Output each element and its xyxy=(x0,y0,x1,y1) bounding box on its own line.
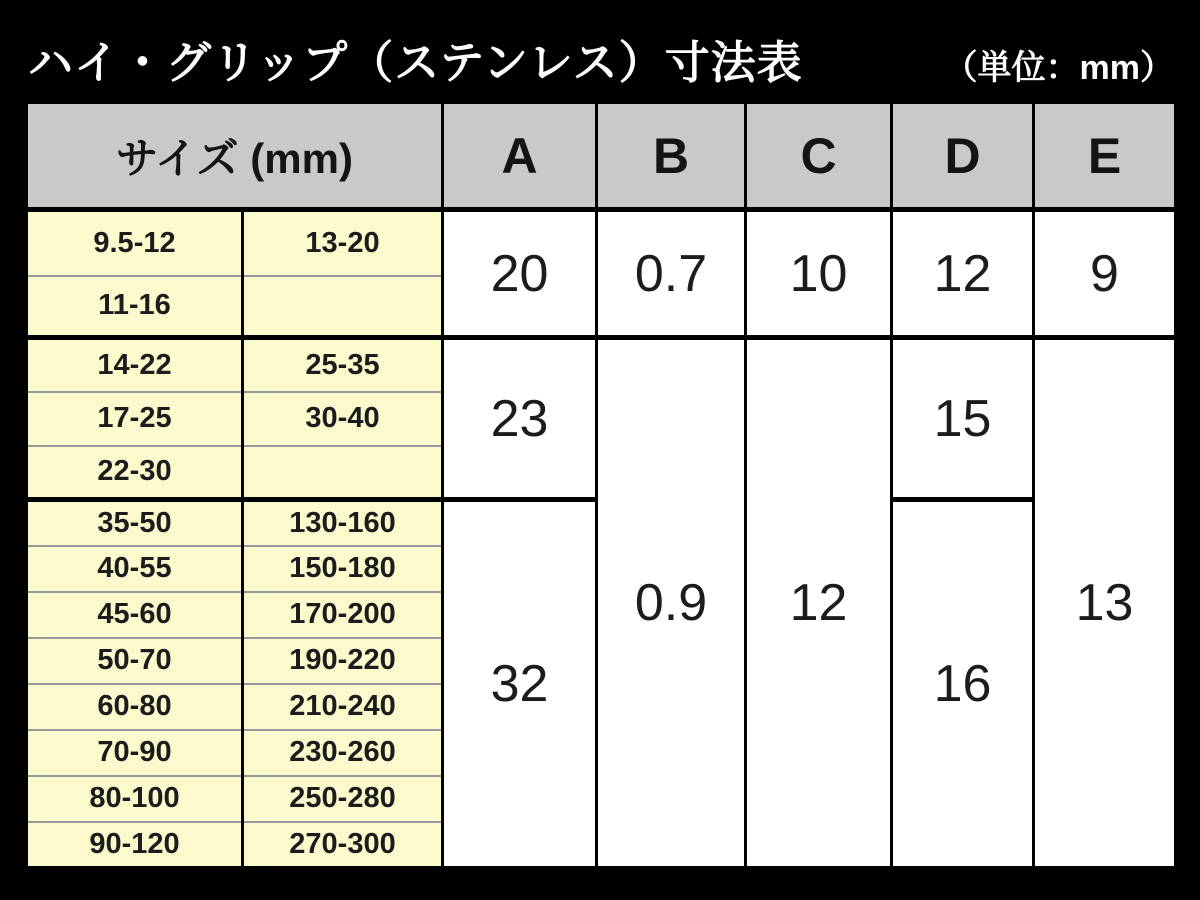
value-c-group2-3: 12 xyxy=(746,338,892,868)
dimension-table xyxy=(25,101,1177,869)
size-cell: 14-22 xyxy=(27,338,243,392)
header-col-d: D xyxy=(892,103,1034,210)
size-cell: 17-25 xyxy=(27,392,243,446)
value-c-group1: 10 xyxy=(746,210,892,338)
title-bar xyxy=(0,0,1200,101)
size-cell: 130-160 xyxy=(243,500,443,546)
size-cell: 210-240 xyxy=(243,684,443,730)
header-col-a: A xyxy=(443,103,597,210)
header-size: サイズ (mm) xyxy=(27,103,443,210)
size-cell xyxy=(243,276,443,338)
size-cell: 250-280 xyxy=(243,776,443,822)
unit-note: （単位：mm） xyxy=(943,49,1174,87)
size-cell: 270-300 xyxy=(243,822,443,868)
size-cell: 40-55 xyxy=(27,546,243,592)
table-row xyxy=(27,338,1176,392)
header-col-c: C xyxy=(746,103,892,210)
value-e-group2-3: 13 xyxy=(1034,338,1176,868)
value-d-group3: 16 xyxy=(892,500,1034,868)
size-cell: 60-80 xyxy=(27,684,243,730)
value-a-group3: 32 xyxy=(443,500,597,868)
size-cell: 230-260 xyxy=(243,730,443,776)
header-row xyxy=(27,103,1176,210)
page-title: ハイ・グリップ（ステンレス）寸法表 xyxy=(28,37,803,88)
size-cell: 30-40 xyxy=(243,392,443,446)
size-cell: 22-30 xyxy=(27,446,243,500)
value-d-group2: 15 xyxy=(892,338,1034,500)
value-a-group1: 20 xyxy=(443,210,597,338)
size-cell: 9.5-12 xyxy=(27,210,243,276)
value-b-group2-3: 0.9 xyxy=(597,338,746,868)
size-cell: 70-90 xyxy=(27,730,243,776)
size-cell: 45-60 xyxy=(27,592,243,638)
size-cell: 35-50 xyxy=(27,500,243,546)
size-cell: 13-20 xyxy=(243,210,443,276)
size-cell: 50-70 xyxy=(27,638,243,684)
header-col-b: B xyxy=(597,103,746,210)
size-cell: 190-220 xyxy=(243,638,443,684)
size-cell: 90-120 xyxy=(27,822,243,868)
size-cell xyxy=(243,446,443,500)
value-e-group1: 9 xyxy=(1034,210,1176,338)
size-cell: 170-200 xyxy=(243,592,443,638)
value-d-group1: 12 xyxy=(892,210,1034,338)
size-cell: 150-180 xyxy=(243,546,443,592)
value-b-group1: 0.7 xyxy=(597,210,746,338)
table-row xyxy=(27,210,1176,276)
size-cell: 11-16 xyxy=(27,276,243,338)
size-cell: 80-100 xyxy=(27,776,243,822)
header-col-e: E xyxy=(1034,103,1176,210)
size-cell: 25-35 xyxy=(243,338,443,392)
value-a-group2: 23 xyxy=(443,338,597,500)
